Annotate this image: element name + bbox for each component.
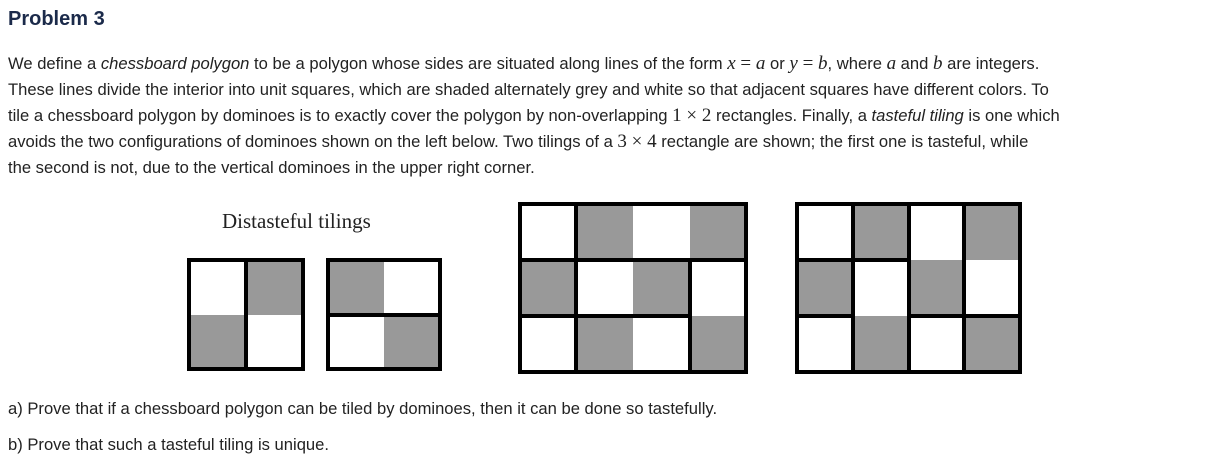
text-fragment: rectangle are shown; the first one is tasteful, while <box>656 132 1029 151</box>
cell <box>633 316 690 372</box>
math-var: y <box>789 53 798 74</box>
cell <box>189 315 246 369</box>
cell <box>853 316 909 372</box>
non-tasteful-tiling-3x4 <box>795 202 1022 374</box>
statement-line-5: the second is not, due to the vertical dominoes in the upper right corner. <box>8 158 535 177</box>
cell <box>576 260 633 316</box>
cell <box>909 204 964 260</box>
math-equation-y <box>789 53 827 74</box>
cell <box>690 204 746 260</box>
text-fragment: tile a chessboard polygon by dominoes is to exactly cover the polygon by non-overlapping <box>8 106 673 125</box>
figure-caption-distasteful: Distasteful tilings <box>222 209 371 233</box>
text-fragment: rectangles. Finally, a <box>711 106 872 125</box>
statement-line-4 <box>8 129 1208 155</box>
problem-title: Problem 3 <box>8 8 105 30</box>
cell <box>853 260 909 316</box>
cell <box>690 316 746 372</box>
cell <box>633 204 690 260</box>
term-chessboard-polygon: chessboard polygon <box>100 54 250 73</box>
text-fragment: , where <box>827 54 887 73</box>
text-fragment: avoids the two configurations of dominoes shown on the left below. Two tilings of a <box>8 132 618 151</box>
math-op: = <box>735 53 756 74</box>
text-fragment: We define a <box>8 54 101 73</box>
tasteful-tiling-3x4 <box>518 202 748 374</box>
math-3x4: 3 × 4 <box>617 131 657 152</box>
math-var: x <box>727 53 736 74</box>
math-var: b <box>818 53 828 74</box>
cell <box>909 316 964 372</box>
cell <box>328 315 384 369</box>
math-var-a <box>887 53 897 74</box>
cell <box>246 260 303 315</box>
cell <box>633 260 690 316</box>
math-equation-x <box>727 53 765 74</box>
cell <box>690 260 746 316</box>
cell <box>520 204 576 260</box>
math-op: = <box>797 53 819 74</box>
cell <box>964 204 1020 260</box>
text-fragment: and <box>896 54 933 73</box>
statement-line-1 <box>8 51 1208 77</box>
cell <box>246 315 303 369</box>
cell <box>853 204 909 260</box>
statement-line-2: These lines divide the interior into unit squares, which are shaded alternately grey and white so that adjacent squares have different colors. To <box>8 80 1049 99</box>
math-var: b <box>932 53 943 74</box>
cell <box>797 204 853 260</box>
cell <box>964 316 1020 372</box>
distasteful-tiling-vertical <box>187 258 305 371</box>
cell <box>189 260 246 315</box>
math-var: a <box>886 53 897 74</box>
text-fragment: or <box>765 54 790 73</box>
cell <box>520 260 576 316</box>
cell <box>520 316 576 372</box>
math-1x2: 1 × 2 <box>672 105 712 126</box>
cell <box>384 315 440 369</box>
cell <box>328 260 384 315</box>
cell <box>964 260 1020 316</box>
text-fragment: is one which <box>963 106 1060 125</box>
math-var: a <box>755 53 766 74</box>
term-tasteful-tiling: tasteful tiling <box>871 106 964 125</box>
cell <box>384 260 440 315</box>
text-fragment: to be a polygon whose sides are situated along lines of the form <box>249 54 728 73</box>
distasteful-tiling-horizontal <box>326 258 442 371</box>
cell <box>909 260 964 316</box>
part-a: a) Prove that if a chessboard polygon can be tiled by dominoes, then it can be done so tastefully. <box>8 399 718 418</box>
part-b: b) Prove that such a tasteful tiling is unique. <box>8 435 329 454</box>
cell <box>797 316 853 372</box>
statement-line-3 <box>8 103 1208 129</box>
cell <box>576 316 633 372</box>
cell <box>576 204 633 260</box>
problem-statement <box>8 51 1208 181</box>
text-fragment: are integers. <box>942 54 1040 73</box>
cell <box>797 260 853 316</box>
